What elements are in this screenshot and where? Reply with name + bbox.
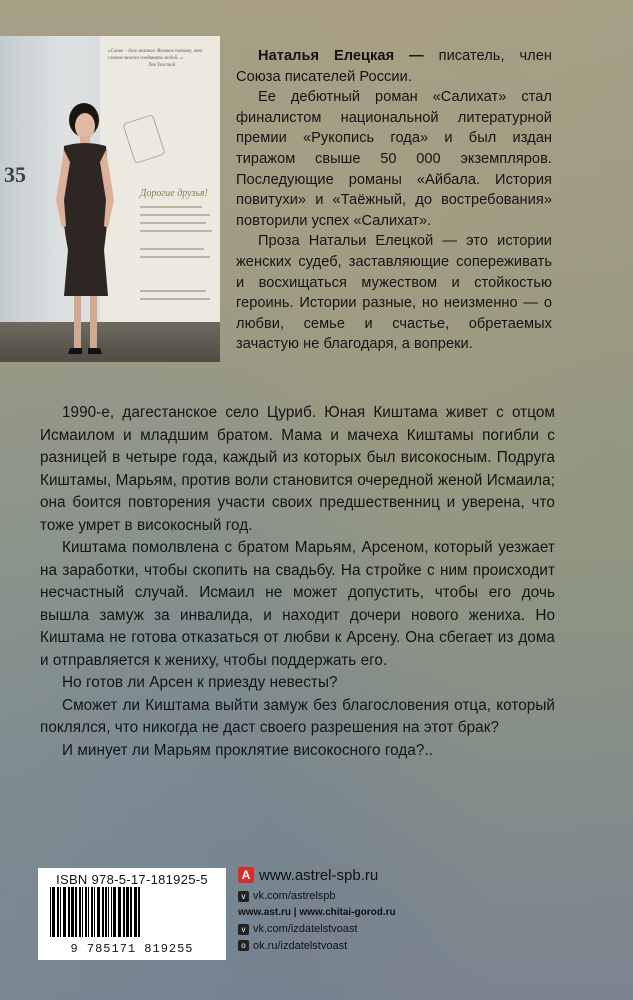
banner-text-line	[140, 214, 210, 216]
publisher-site-row	[238, 862, 488, 888]
isbn-barcode	[38, 868, 226, 960]
blurb-paragraph: Сможет ли Киштама выйти замуж без благословения отца, который поклялся, что никогда не даст своего разрешения на этот брак?	[40, 696, 555, 736]
barcode-bar	[108, 887, 109, 937]
barcode-bar	[85, 887, 87, 937]
barcode-bar	[111, 887, 112, 937]
blurb-paragraph: 1990-е, дагестанское село Цуриб. Юная Киштама живет с отцом Исмаилом и младшим братом. Мама и мачеха Киштамы погибли с разницей в четыре года, каждый из которых был високосным. Подруга Киштамы, Марьям, против воли становится очередной женой Исмаила; она боится повторения участи своих предшественниц и уверена, что тоже умрет в високосный год.	[40, 404, 555, 534]
banner-numerals: 35	[4, 162, 26, 187]
vk-icon: v	[238, 924, 249, 935]
barcode-bar	[60, 887, 61, 937]
author-bio-paragraph: Ее дебютный роман «Салихат» стал финалистом национальной литературной премии «Рукопись года» и был издан тиражом свыше 50 000 экземпляров. Последующие романы «Айбала. История повитухи» и «Таёжный, до востребования» повторили успех «Салихат».	[236, 89, 552, 229]
barcode-bar	[82, 887, 83, 937]
banner-text-line	[140, 206, 202, 208]
barcode-bar	[88, 887, 89, 937]
barcode-bar	[57, 887, 59, 937]
isbn-number: ISBN 978-5-17-181925-5	[56, 872, 208, 887]
barcode-bar	[118, 887, 121, 937]
book-blurb	[40, 402, 555, 762]
banner-text-line	[140, 230, 212, 232]
publisher-ok[interactable]: ok.ru/izdatelstvoast	[253, 939, 348, 952]
banner-quote: «Слово – дело великое. Великое потому, что словом можно соединить людей...» Лев Толстой	[108, 49, 203, 68]
author-bio-paragraph: Проза Натальи Елецкой — это истории женских судеб, заставляющие сопереживать и восхищаться мужеством и стойкостью героинь. Истории разные, но неизменно — о любви, семье и счастье, обретаемых зачастую не благодаря, а вопреки.	[236, 233, 552, 353]
barcode-bar	[130, 887, 132, 937]
barcode-bar	[123, 887, 125, 937]
blurb-paragraph: И минует ли Марьям проклятие високосного года?..	[62, 741, 434, 759]
barcode-bar	[91, 887, 93, 937]
barcode-bar	[63, 887, 66, 937]
publisher-site[interactable]: www.astrel-spb.ru	[259, 866, 379, 884]
blurb-paragraph: Киштама помолвлена с братом Марьям, Арсеном, который уезжает на заработки, чтобы скопить на свадьбу. На стройке с ним происходит несчастный случай. Исмаил не может допустить, чтобы его дочь вышла замуж за инвалида, и находит дочери нового жениха. Но Киштама не готова отказаться от любви к Арсену. Она сбегает из дома и отправляется к жениху, чтобы поддержать его.	[40, 539, 555, 669]
author-photo	[0, 36, 220, 362]
banner-text-line	[140, 256, 210, 258]
publisher-contacts	[238, 862, 488, 954]
banner-text-line	[140, 248, 204, 250]
banner-script: Дорогие друзья!	[140, 188, 208, 199]
barcode-bar	[68, 887, 70, 937]
blurb-paragraph: Но готов ли Арсен к приезду невесты?	[62, 674, 338, 691]
barcode-bar	[75, 887, 77, 937]
publisher-vk2-row	[238, 921, 488, 938]
banner-text-line	[140, 298, 210, 300]
banner-text-line	[140, 222, 206, 224]
barcode-bar	[50, 887, 51, 937]
barcode-bars-icon	[44, 887, 220, 937]
barcode-bar	[126, 887, 129, 937]
publisher-vk-row	[238, 888, 488, 905]
astrel-logo-icon: A	[238, 867, 254, 883]
publisher-vk2[interactable]: vk.com/izdatelstvoast	[253, 923, 358, 936]
barcode-bar	[105, 887, 107, 937]
author-bio	[236, 46, 552, 355]
banner-signature: Лев Толстой	[148, 63, 176, 68]
barcode-bar	[102, 887, 104, 937]
author-figure-icon	[50, 100, 122, 362]
ok-icon: o	[238, 940, 249, 951]
author-bio-intro: Наталья Елецкая — писатель, член Союза писателей России.	[236, 48, 552, 85]
barcode-bar	[94, 887, 95, 937]
barcode-digits: 9 785171 819255	[70, 942, 194, 956]
barcode-bar	[52, 887, 55, 937]
author-name: Наталья Елецкая —	[258, 48, 424, 64]
barcode-bar	[134, 887, 137, 937]
publisher-vk[interactable]: vk.com/astrelspb	[253, 890, 336, 903]
barcode-bar	[71, 887, 74, 937]
publisher-ok-row	[238, 938, 488, 955]
barcode-bar	[113, 887, 116, 937]
banner-text-line	[140, 290, 206, 292]
vk-icon: v	[238, 891, 249, 902]
barcode-bar	[79, 887, 81, 937]
publisher-sites-row	[238, 905, 488, 922]
barcode-bar	[138, 887, 140, 937]
barcode-bar	[97, 887, 100, 937]
publisher-sites[interactable]: www.ast.ru | www.chitai-gorod.ru	[238, 907, 396, 919]
